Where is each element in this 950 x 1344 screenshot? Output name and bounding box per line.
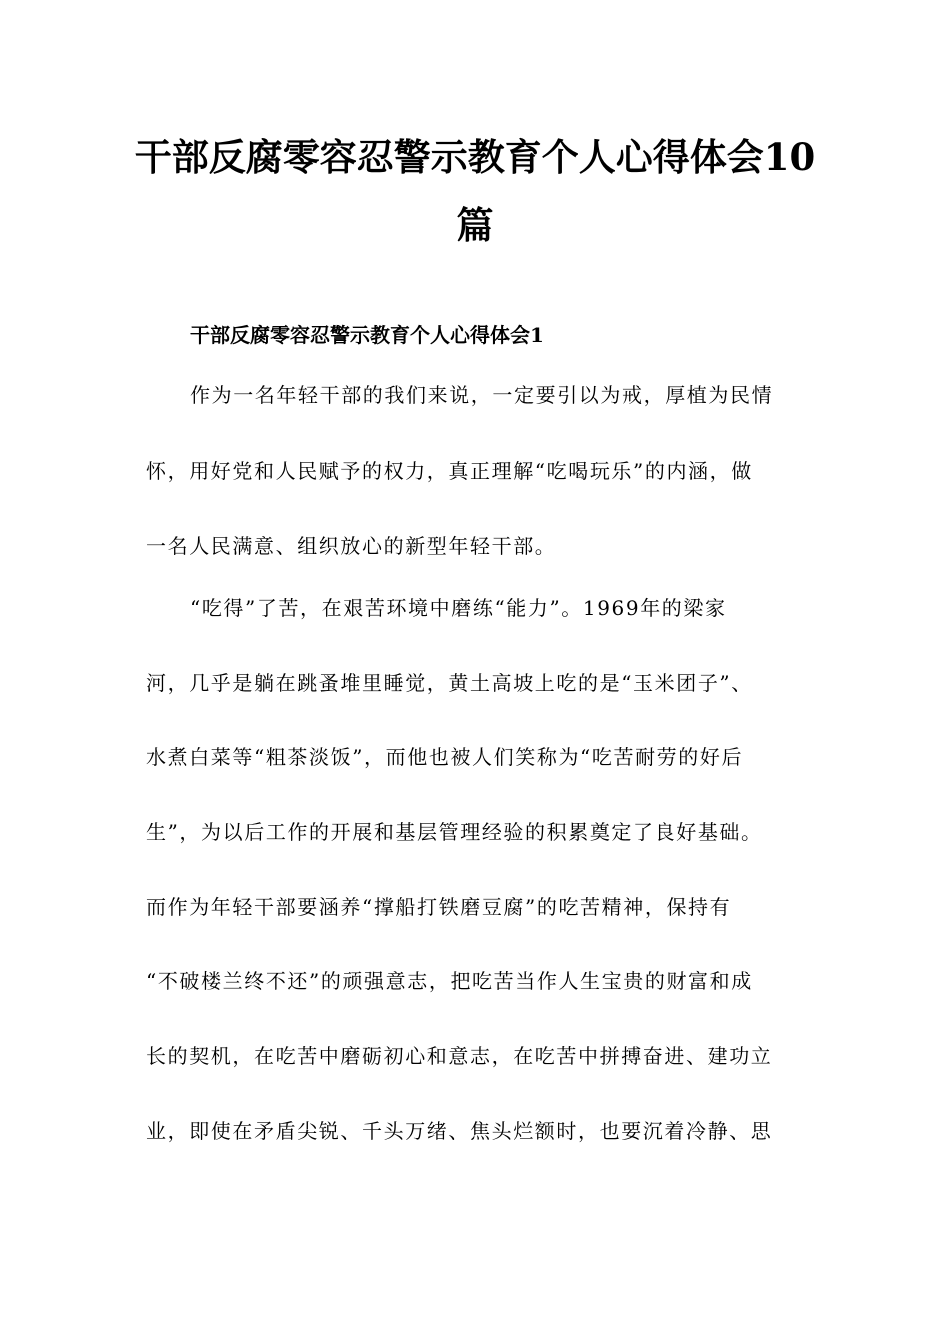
document-title-line-1: 干部反腐零容忍警示教育个人心得体会10	[134, 135, 816, 179]
body-line: 长的契机，在吃苦中磨砺初心和意志，在吃苦中拼搏奋进、建功立	[146, 1044, 773, 1068]
body-line: 作为一名年轻干部的我们来说，一定要引以为戒，厚植为民情	[190, 383, 774, 407]
body-line: 河，几乎是躺在跳蚤堆里睡觉，黄土高坡上吃的是“玉米团子”、	[146, 671, 753, 695]
body-line: 怀，用好党和人民赋予的权力，真正理解“吃喝玩乐”的内涵，做	[146, 459, 753, 483]
body-line: 业，即使在矛盾尖锐、千头万绪、焦头烂额时，也要沉着冷静、思	[146, 1119, 773, 1143]
body-line: 而作为年轻干部要涵养“撑船打铁磨豆腐”的吃苦精神，保持有	[146, 895, 732, 919]
body-line: “不破楼兰终不还”的顽强意志，把吃苦当作人生宝贵的财富和成	[146, 969, 753, 993]
body-line: “吃得”了苦，在艰苦环境中磨练“能力”。1969年的梁家	[190, 596, 727, 620]
document-title-line-2: 篇	[456, 203, 494, 247]
body-line: 一名人民满意、组织放心的新型年轻干部。	[146, 534, 557, 558]
section-heading: 干部反腐零容忍警示教育个人心得体会1	[190, 323, 544, 347]
body-line: 生”，为以后工作的开展和基层管理经验的积累奠定了良好基础。	[146, 820, 763, 844]
body-line: 水煮白菜等“粗茶淡饭”，而他也被人们笑称为“吃苦耐劳的好后	[146, 745, 744, 769]
